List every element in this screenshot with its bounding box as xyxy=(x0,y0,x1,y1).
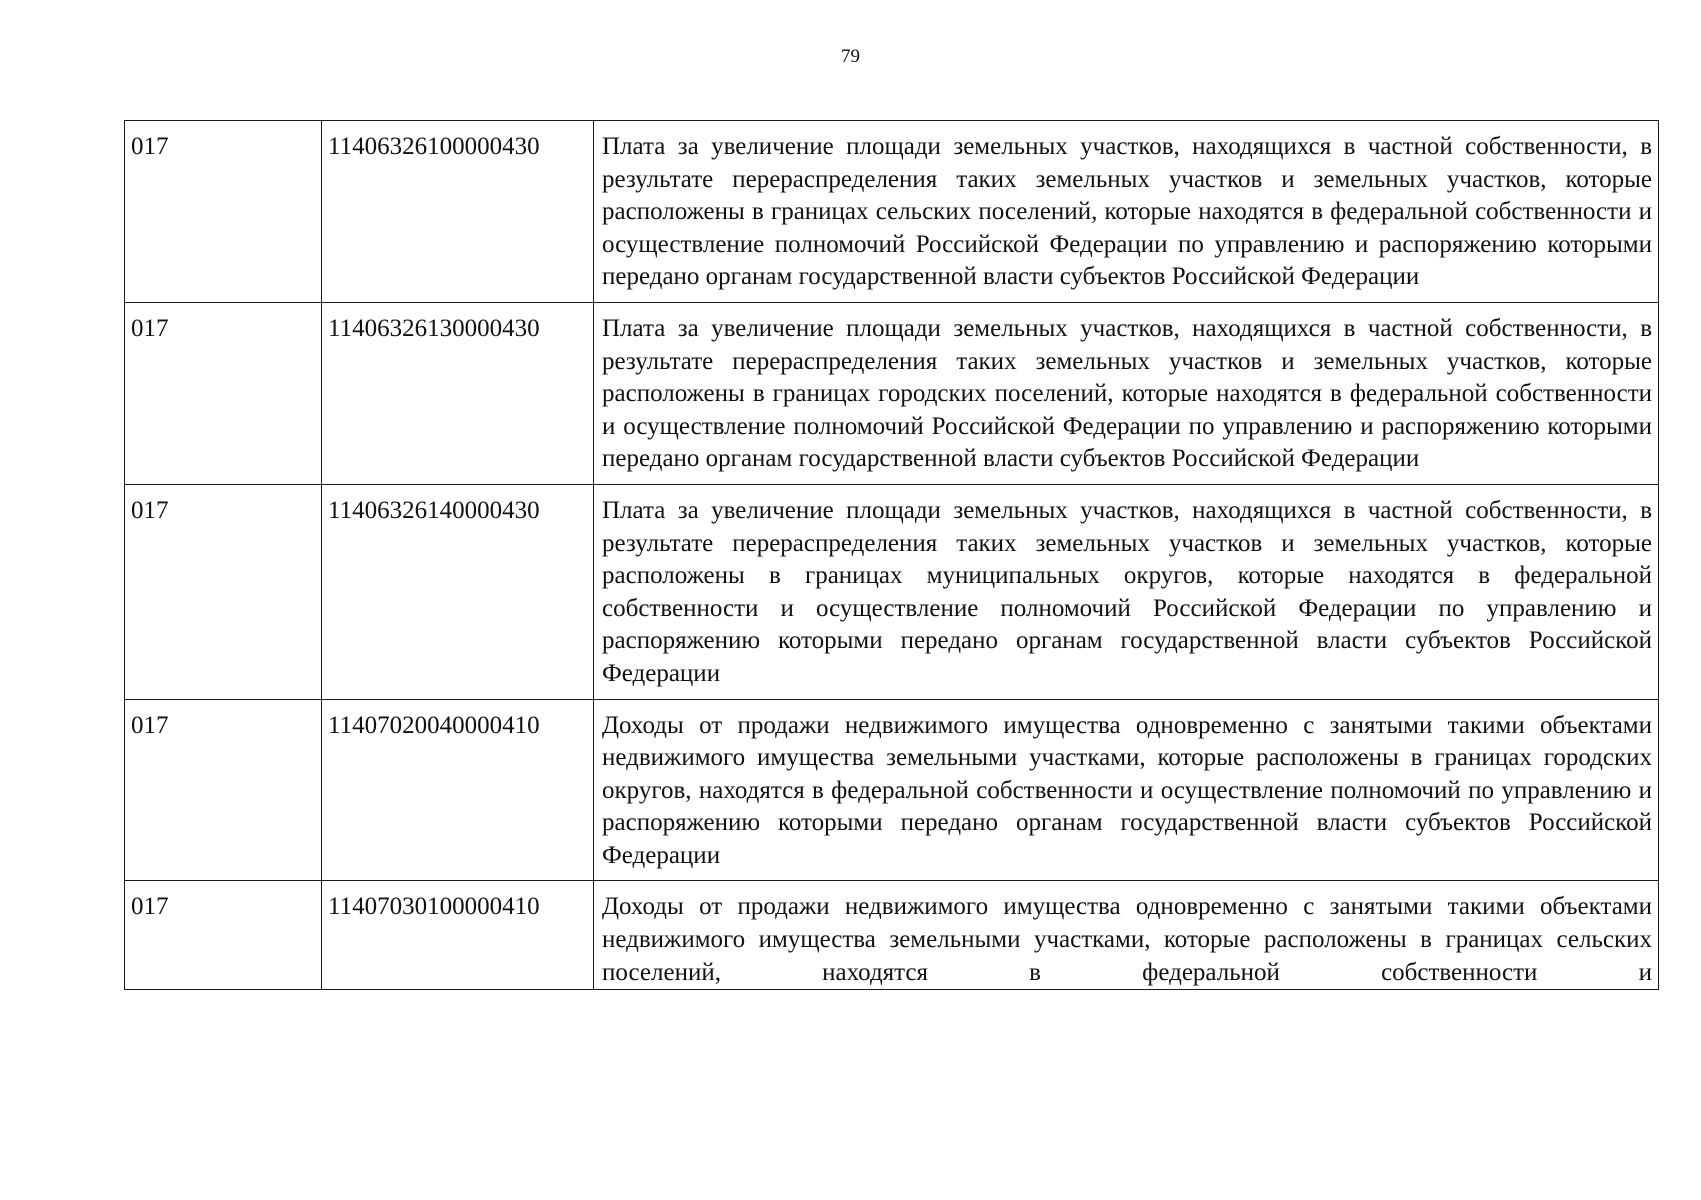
description-text: Плата за увеличение площади земельных участков, находящихся в частной собственности, в результате перераспределения таких земельных участков и земельных участков, которые расположены в границах муниципальных округов, которые находятся в федеральной собственности и осуществление полномочий Российской Федерации по управлению и распоряжению которыми передано органам государственной власти субъектов Российской Федерации xyxy=(602,496,1652,687)
kbk-code-cell: 11407020040000410 xyxy=(322,699,594,881)
description-text: Доходы от продажи недвижимого имущества одновременно с занятыми такими объектами недвижимого имущества земельными участками, которые расположены в границах городских округов, находятся в федеральной собственности и осуществление полномочий по управлению и распоряжению которыми передано органам государственной власти субъектов Российской Федерации xyxy=(602,711,1652,869)
admin-code-cell: 017 xyxy=(125,699,322,881)
table-row xyxy=(125,881,1659,990)
description-cell xyxy=(594,121,1659,303)
description-cell xyxy=(594,699,1659,881)
admin-code-cell: 017 xyxy=(125,121,322,303)
description-text: Плата за увеличение площади земельных участков, находящихся в частной собственности, в результате перераспределения таких земельных участков и земельных участков, которые расположены в границах сельских поселений, которые находятся в федеральной собственности и осуществление полномочий Российской Федерации по управлению и распоряжению которыми передано органам государственной власти субъектов Российской Федерации xyxy=(602,133,1652,291)
description-cell xyxy=(594,302,1659,484)
kbk-code-cell: 11406326140000430 xyxy=(322,484,594,699)
admin-code-cell: 017 xyxy=(125,302,322,484)
kbk-code-cell: 11407030100000410 xyxy=(322,881,594,990)
description-text: Доходы от продажи недвижимого имущества одновременно с занятыми такими объектами недвижимого имущества земельными участками, которые расположены в границах сельских поселений, находятся в федеральной собственности и xyxy=(602,893,1652,986)
revenue-codes-table xyxy=(124,120,1659,990)
table-row xyxy=(125,302,1659,484)
table-row xyxy=(125,484,1659,699)
description-cell xyxy=(594,484,1659,699)
kbk-code-cell: 11406326130000430 xyxy=(322,302,594,484)
table-row xyxy=(125,121,1659,303)
description-cell xyxy=(594,881,1659,990)
description-text: Плата за увеличение площади земельных участков, находящихся в частной собственности, в результате перераспределения таких земельных участков и земельных участков, которые расположены в границах городских поселений, которые находятся в федеральной собственности и осуществление полномочий Российской Федерации по управлению и распоряжению которыми передано органам государственной власти субъектов Российской Федерации xyxy=(602,314,1652,473)
table-row xyxy=(125,699,1659,881)
kbk-code-cell: 11406326100000430 xyxy=(322,121,594,303)
admin-code-cell: 017 xyxy=(125,881,322,990)
admin-code-cell: 017 xyxy=(125,484,322,699)
page-number: 79 xyxy=(841,46,860,67)
